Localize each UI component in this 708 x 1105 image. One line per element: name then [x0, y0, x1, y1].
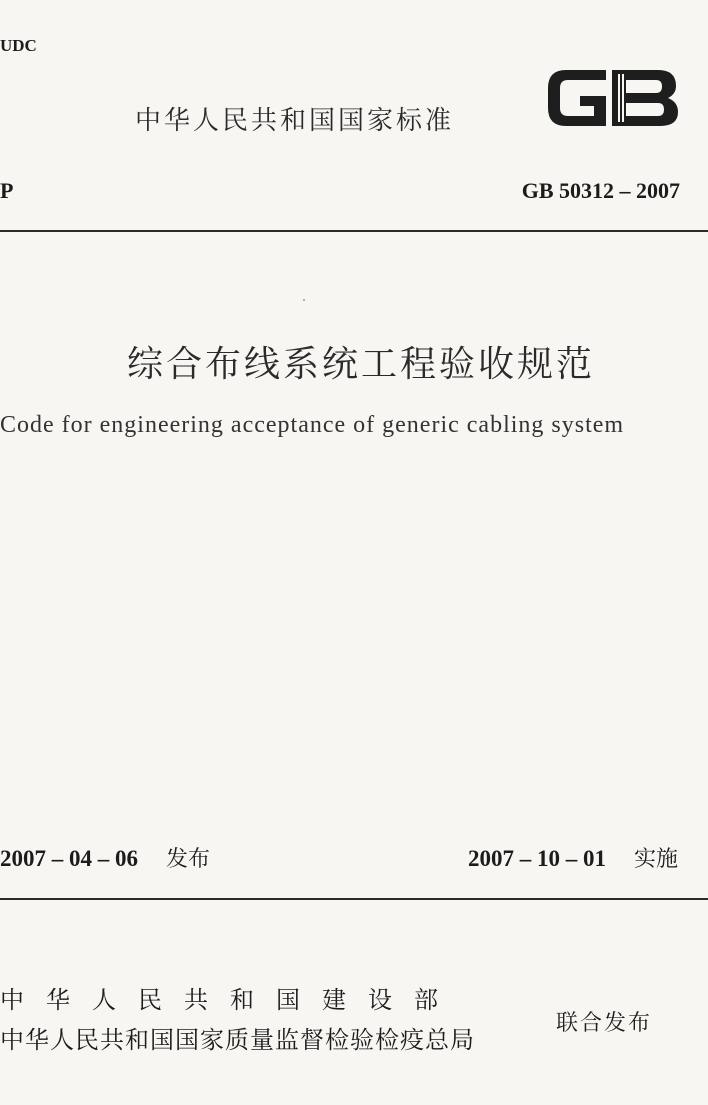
title-english: Code for engineering acceptance of generic cabling system	[0, 412, 625, 438]
bottom-divider	[0, 898, 708, 900]
udc-label: UDC	[0, 36, 37, 55]
issuer-aqsiq: 中华人民共和国国家质量监督检验检疫总局	[0, 1026, 475, 1054]
effective-label: 实施	[633, 847, 678, 872]
gb-logo-icon	[540, 62, 684, 134]
standard-code: GB 50312 – 2007	[521, 178, 680, 203]
standard-title: 中华人民共和国国家标准	[135, 106, 455, 136]
issue-date: 2007 – 04 – 06	[0, 846, 138, 871]
category-code: P	[0, 178, 14, 203]
top-divider	[0, 230, 708, 232]
issuer-ministry: 中华人民共和国建设部	[0, 986, 460, 1014]
issue-label: 发布	[166, 847, 211, 872]
issue-date-block	[0, 842, 210, 873]
joint-issue-label: 联合发布	[556, 1011, 653, 1036]
title-chinese: 综合布线系统工程验收规范	[126, 344, 595, 385]
effective-date: 2007 – 10 – 01	[467, 846, 606, 871]
effective-date-block	[468, 842, 678, 873]
speck	[303, 299, 305, 301]
